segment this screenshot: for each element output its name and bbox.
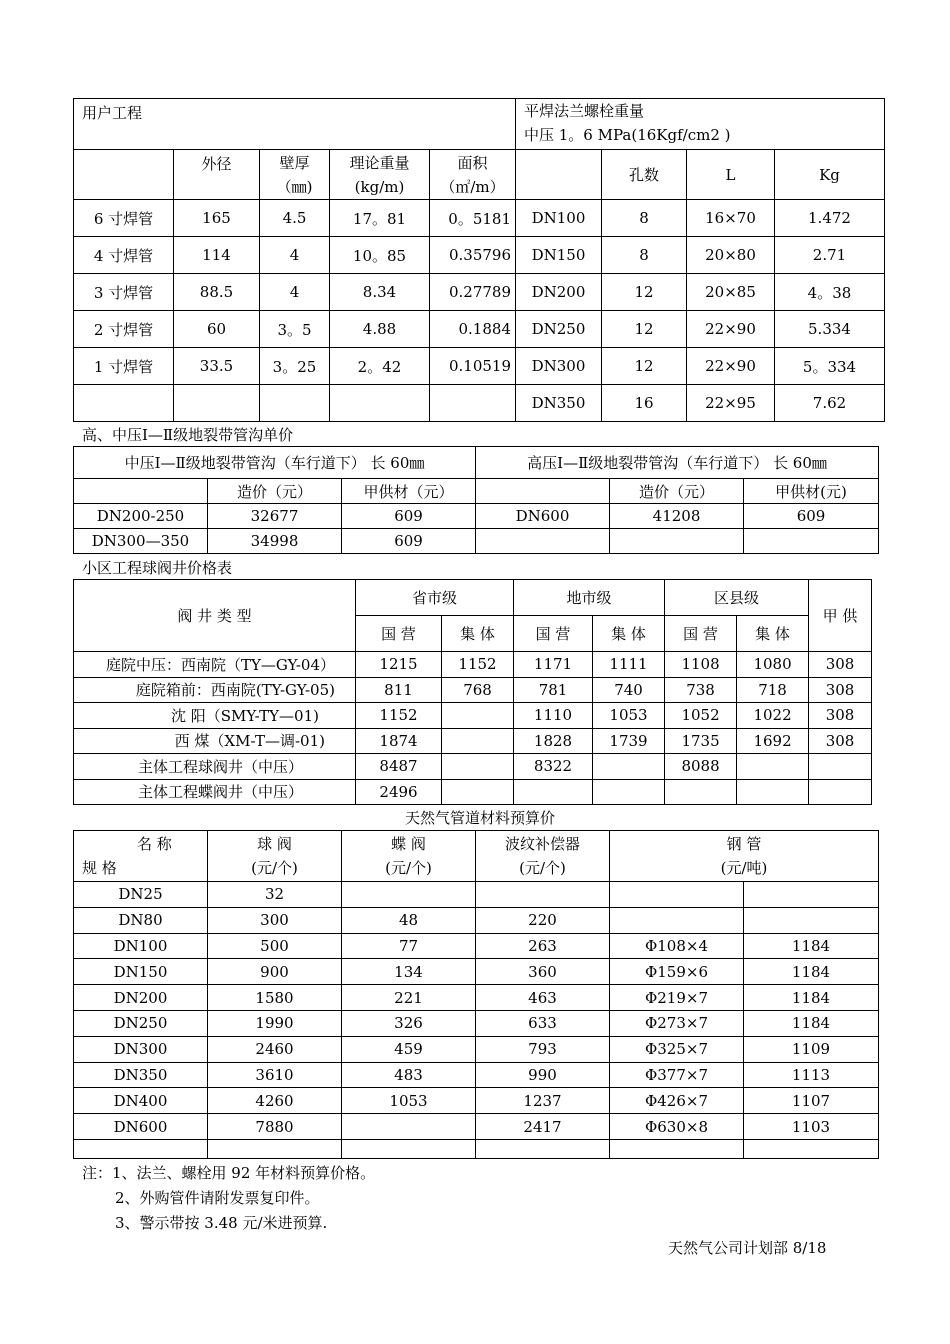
material-budget-caption: 天然气管道材料预算价 [404,809,555,827]
note-3: 3、警示带按 3.48 元/米进预算. [115,1214,328,1232]
col-area: 面积 （㎡/m） [430,150,516,200]
col-state-owned: 国 营 [356,616,442,652]
note-2: 2、外购管件请附发票复印件。 [115,1189,320,1207]
col-theoretical-weight: 理论重量 (kg/m) [330,150,430,200]
table-row: DN250 1990 326 633 Φ273×7 1184 [74,1010,879,1036]
col-ball-valve: 球 阀 (元/个) [208,831,342,882]
table-row: 3 寸焊管 88.5 4 8.34 0.27789 DN200 12 20×85 4。38 [74,274,885,311]
table-row: 4 寸焊管 114 4 10。85 0.35796 DN150 8 20×80 2.71 [74,237,885,274]
table-row [74,1139,879,1158]
table-row: DN100 500 77 263 Φ108×4 1184 [74,933,879,959]
col-cost-high: 造价（元） [610,479,744,504]
blank [476,479,610,504]
header-blank-2 [516,150,602,200]
table-row: DN200-250 32677 609 DN600 41208 609 [74,504,879,529]
valve-well-table [73,579,872,805]
col-state-owned: 国 营 [665,616,737,652]
table-row: DN300—350 34998 609 [74,529,879,554]
high-pressure-trench-heading: 高压Ⅰ—Ⅱ级地裂带管沟（车行道下） 长 60㎜ [476,447,879,479]
table-row: 庭院中压：西南院（TY—GY-04） 1215 1152 1171 1111 1108 1080 308 [74,652,872,678]
flange-bolt-heading [516,99,885,150]
col-supplied-material-high: 甲供材(元) [744,479,879,504]
trench-caption: 高、中压Ⅰ—Ⅱ级地裂带管沟单价 [82,426,294,444]
table-row: DN25 32 [74,882,879,908]
table-row: 主体工程蝶阀井（中压） 2496 [74,779,872,805]
table-row: 6 寸焊管 165 4.5 17。81 0。5181 DN100 8 16×70 1.472 [74,200,885,237]
table-row: 2 寸焊管 60 3。5 4.88 0.1884 DN250 12 22×90 5.334 [74,311,885,348]
table-row: DN150 900 134 360 Φ159×6 1184 [74,959,879,985]
table-row: DN400 4260 1053 1237 Φ426×7 1107 [74,1088,879,1114]
pipe-flange-table [73,98,885,422]
flange-bolt-pressure: 中压 1。6 MPa(16Kgf/cm2 ) [524,126,731,144]
table-row: 沈 阳（SMY-TY—01) 1152 1110 1053 1052 1022 308 [74,703,872,729]
table-row: DN600 7880 2417 Φ630×8 1103 [74,1114,879,1140]
col-kg: Kg [775,150,885,200]
col-butterfly-valve: 蝶 阀 (元/个) [342,831,476,882]
supplied-heading: 甲 供 [809,580,872,652]
material-budget-table [73,830,879,1159]
page-footer: 天然气公司计划部 8/18 [668,1239,827,1257]
name-spec-heading: 名 称 规 格 [74,831,208,882]
col-l: L [687,150,775,200]
user-project-heading: 用户工程 [74,99,516,150]
col-collective: 集 体 [442,616,514,652]
note-1: 注：1、法兰、螺栓用 92 年材料预算价格。 [82,1164,376,1182]
table-row: DN350 16 22×95 7.62 [74,385,885,422]
table-row: DN300 2460 459 793 Φ325×7 1109 [74,1036,879,1062]
col-holes: 孔数 [602,150,687,200]
col-outer-diameter: 外径 [174,150,260,200]
table-row: DN200 1580 221 463 Φ219×7 1184 [74,985,879,1011]
col-wall-thickness: 壁厚 （㎜) [260,150,330,200]
table-row: 庭院箱前：西南院(TY-GY-05) 811 768 781 740 738 718 308 [74,677,872,703]
medium-pressure-trench-heading: 中压Ⅰ—Ⅱ级地裂带管沟（车行道下） 长 60㎜ [74,447,476,479]
table-row: DN350 3610 483 990 Φ377×7 1113 [74,1062,879,1088]
county-level-heading: 区县级 [665,580,809,616]
valve-well-type-heading: 阀 井 类 型 [74,580,356,652]
header-blank [74,150,174,200]
trench-price-table [73,446,879,554]
table-row: 1 寸焊管 33.5 3。25 2。42 0.10519 DN300 12 22×90 5。334 [74,348,885,385]
col-state-owned: 国 营 [514,616,593,652]
col-collective: 集 体 [737,616,809,652]
col-steel-pipe: 钢 管 (元/吨) [610,831,879,882]
blank [74,479,208,504]
valve-well-caption: 小区工程球阀井价格表 [82,559,233,577]
col-bellows-compensator: 波纹补偿器 (元/个) [476,831,610,882]
col-cost: 造价（元） [208,479,342,504]
table-row: 西 煤（XM-T—调-01) 1874 1828 1739 1735 1692 308 [74,728,872,754]
prefecture-level-heading: 地市级 [514,580,665,616]
provincial-level-heading: 省市级 [356,580,514,616]
flange-bolt-title: 平焊法兰螺栓重量 [524,102,645,120]
col-collective: 集 体 [593,616,665,652]
col-supplied-material: 甲供材（元） [342,479,476,504]
table-row: 主体工程球阀井（中压） 8487 8322 8088 [74,754,872,780]
table-row: DN80 300 48 220 [74,907,879,933]
